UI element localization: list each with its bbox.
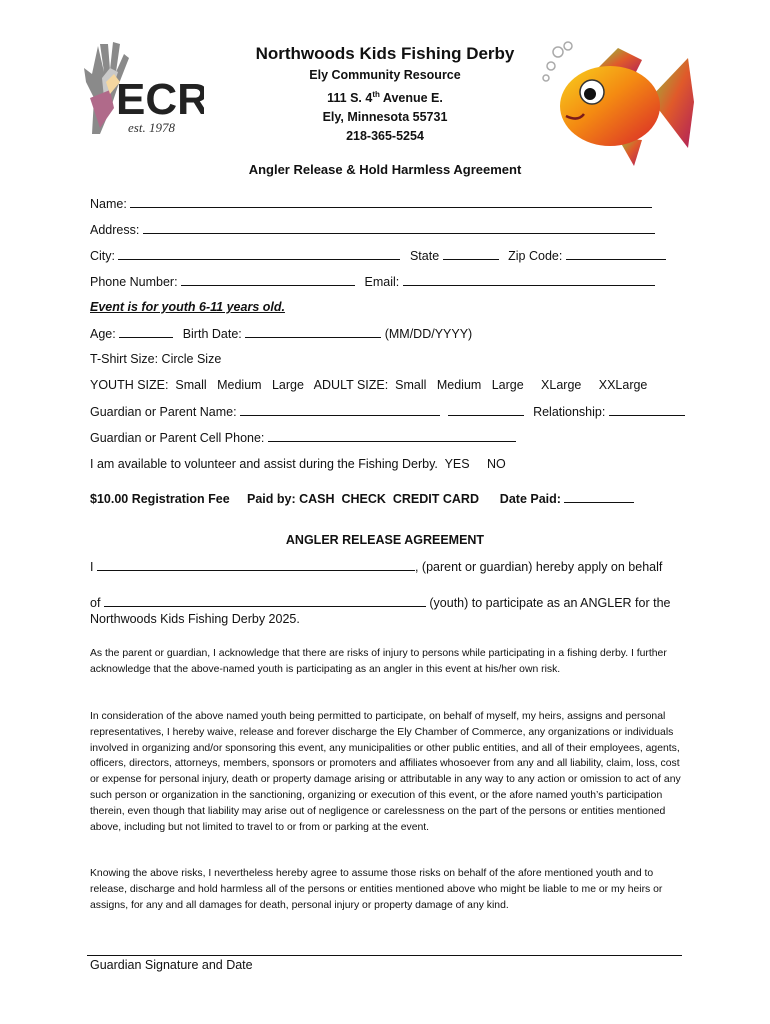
city-field[interactable] [118, 248, 400, 260]
youth-name-field[interactable] [104, 595, 426, 607]
age-row: Age: Birth Date: (MM/DD/YYYY) [90, 327, 473, 341]
event-note: Event is for youth 6-11 years old. [90, 300, 285, 314]
signature-line[interactable] [87, 955, 682, 956]
date-paid-field[interactable] [564, 491, 634, 503]
fee-row: $10.00 Registration Fee Paid by: CASH CHECK CREDIT CARD Date Paid: [90, 491, 634, 506]
age-field[interactable] [119, 326, 173, 338]
phone-row: Phone Number: Email: [90, 274, 655, 289]
street-address: 111 S. 4th Avenue E. [327, 90, 443, 106]
org-name: Ely Community Resource [309, 68, 461, 82]
guardian-name-field-2[interactable] [448, 404, 524, 416]
address-row: Address: [90, 222, 655, 237]
email-field[interactable] [403, 274, 655, 286]
state-field[interactable] [443, 248, 499, 260]
address-field[interactable] [143, 222, 655, 234]
city-row: City: State Zip Code: [90, 248, 666, 263]
phone-field[interactable] [181, 274, 355, 286]
volunteer-line[interactable]: I am available to volunteer and assist during the Fishing Derby. YES NO [90, 457, 506, 471]
guardian-apply-field[interactable] [97, 559, 415, 571]
city-state: Ely, Minnesota 55731 [322, 110, 448, 125]
paragraph-2: In consideration of the above named youth being permitted to participate, on behalf of myself, my heirs, assigns and personal representatives, I hereby waive, release and forever discharge the Ely Chamber of Commerce, any organizations or individuals involved in organizing and/or sponsoring this event, any municipalities or other public entities, and all of their employees, agents, officers, directors, attorneys, members, sponsors or promoters and affiliates whosoever from any and all liability, claim, loss, cost or expense for personal injury, death or property damage arising or attributable in any way to any action or omission to act of any such person or organization in the sanctioning, organizing or execution of this event, or the afore named youth’s participation therein, even though that liability may arise out of negligence or carelessness on the part of the persons or entities mentioned above, including but not limited to travel to or from or parking at the event. [90, 711, 681, 833]
fish-illustration [538, 40, 698, 170]
birth-date-field[interactable] [245, 326, 381, 338]
guardian-name-row: Guardian or Parent Name: Relationship: [90, 404, 685, 419]
signature-label: Guardian Signature and Date [90, 958, 253, 972]
agreement-subtitle: Angler Release & Hold Harmless Agreement [248, 162, 522, 177]
name-field[interactable] [130, 196, 652, 208]
logo-est: est. 1978 [128, 120, 175, 135]
guardian-phone-row: Guardian or Parent Cell Phone: [90, 430, 516, 445]
guardian-apply-row: I , (parent or guardian) hereby apply on behalf [90, 560, 663, 574]
address-block [180, 66, 590, 146]
release-agreement-title: ANGLER RELEASE AGREEMENT [285, 533, 485, 547]
logo-text: ECR [116, 75, 204, 124]
guardian-name-field[interactable] [240, 404, 440, 416]
guardian-phone-field[interactable] [268, 430, 516, 442]
youth-row: of (youth) to participate as an ANGLER for the [90, 596, 671, 610]
relationship-field[interactable] [609, 404, 685, 416]
shirt-sizes[interactable]: YOUTH SIZE: Small Medium Large ADULT SIZE: Small Medium Large XLarge XXLarge [90, 378, 648, 392]
paragraph-1: As the parent or guardian, I acknowledge that there are risks of injury to persons while participating in a fishing derby. I further acknowledge that the above-named youth is participating as an angler in this event at his/her own risk. [90, 648, 667, 675]
tshirt-label: T-Shirt Size: Circle Size [90, 352, 222, 366]
org-phone: 218-365-5254 [346, 129, 424, 144]
name-row: Name: [90, 196, 652, 211]
page-title: Northwoods Kids Fishing Derby [255, 44, 515, 63]
zip-field[interactable] [566, 248, 666, 260]
youth-row-line2: Northwoods Kids Fishing Derby 2025. [90, 612, 300, 626]
paragraph-3: Knowing the above risks, I nevertheless hereby agree to assume those risks on behalf of the afore mentioned youth and to release, discharge and hold harmless all of the persons or entities mentioned above who might be liable to me or my heirs or assigns, for any and all damages for death, personal injury or property damage of any kind. [90, 868, 663, 911]
